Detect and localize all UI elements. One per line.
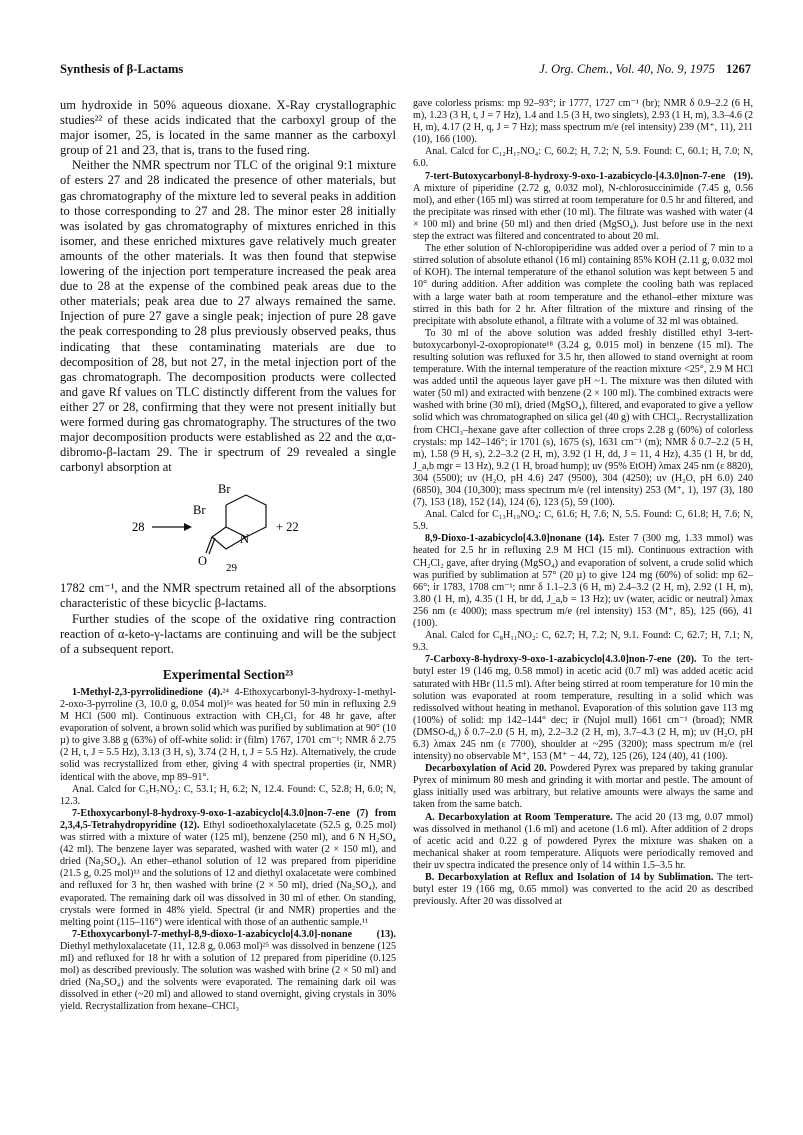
page-number: 1267 xyxy=(726,62,751,76)
compound-title: 8,9-Dioxo-1-azabicyclo[4.3.0]nonane (14). xyxy=(425,533,605,545)
paragraph: gave colorless prisms: mp 92–93°; ir 1777, 1727 cm⁻¹ (br); NMR δ 0.9–2.2 (6 H, m), 1.23 (3 H, t, J = 7 Hz), 1.4 and 1.5 (3 H, two singlets), 2.93 (1 H, m), 3.3–4.6 (2 H, m), 4.17 (2 H, q, J = 7 Hz); mass spectrum m/e (rel intensity) 239 (M⁺, 11), 211 (10), 166 (100). xyxy=(413,98,753,146)
scheme-drawing xyxy=(60,477,396,577)
compound-title: B. Decarboxylation at Reflux and Isolation of 14 by Sublimation. xyxy=(425,872,714,883)
reaction-scheme xyxy=(60,477,396,577)
journal-name: J. Org. Chem., Vol. 40, No. 9, 1975 xyxy=(539,62,715,76)
compound-title: A. Decarboxylation at Room Temperature. xyxy=(425,811,613,823)
section-heading: Experimental Section²³ xyxy=(162,666,294,682)
compound-title: 7-Ethoxycarbonyl-8-hydroxy-9-oxo-1-azabicyclo[4.3.0]non-7-ene (7) from 2,3,4,5-Tetrahydropyridine (12). xyxy=(60,807,396,831)
analysis: Anal. Calcd for C₈H₁₁NO₂: C, 62.7; H, 7.2; N, 9.1. Found: C, 62.7; H, 7.1; N, 9.3. xyxy=(413,630,753,654)
experimental-paragraph: 7-Ethoxycarbonyl-8-hydroxy-9-oxo-1-azabicyclo[4.3.0]non-7-ene (7) from 2,3,4,5-Tetrahydropyridine (12). Ethyl sodioethoxalylacetate (52.5 g, 0.25 mol) was stirred with a mixture of water (125 ml), benzene (250 ml), and 6 N H₂SO₄ (42 ml). The benzene layer was separated, washed with water (2 × 150 ml), and dried (Na₂SO₄). An ether–ethanol solution of 12 was prepared from piperidine (21.5 g, 0.25 mol)¹³ and the solutions of 12 and diethyl oxalacetate were combined and refluxed for 3 hr, then washed with brine (2 × 50 ml), dried (Na₂SO₄), and evaporated. The remaining dark oil was dissolved in 30 ml of ether. On standing, crystals were formed in 48% yield. Spectral (ir and NMR) properties and the melting point (115–116°) were identical with those of an authentic sample.¹¹ xyxy=(60,807,396,928)
analysis: Anal. Calcd for C₅H₇NO₂: C, 53.1; H, 6.2; N, 12.4. Found: C, 52.8; H, 6.0; N, 12.3. xyxy=(60,783,396,807)
experimental-paragraph: A. Decarboxylation at Room Temperature. The acid 20 (13 mg, 0.07 mmol) was dissolved in methanol (1.6 ml) and acetone (1.6 ml). After addition of 2 drops of acetic acid and 0.22 g of powdered Pyrex the mixture was shaken on a mechanical shaker at room temperature. Aliquots were periodically removed and their uv spectra indicated the presence only of 14 within 1.5–3.5 hr. xyxy=(413,811,753,871)
analysis: Anal. Calcd for C₁₃H₁₉NO₄: C, 61.6; H, 7.6; N, 5.5. Found: C, 61.8; H, 7.6; N, 5.9. xyxy=(413,509,753,533)
experimental-paragraph: 8,9-Dioxo-1-azabicyclo[4.3.0]nonane (14). Ester 7 (300 mg, 1.33 mmol) was heated for 2.5 hr in refluxing 2.9 M HCl (15 ml). Continuous extraction with CH₂Cl₂ gave, after drying (MgSO₄) and evaporation of solvent, a crude solid which was purified by sublimation at 57° (20 µ) to give 124 mg (60%) of solid: mp 62–66°; ir 1783, 1708 cm⁻¹; nmr δ 1.1–2.3 (6 H, m) 2.4–3.2 (2 H, m), 2.92 (1 H, m), 3.80 (1 H, m), 4.35 (1 H, br dd, J_a,b = 13 Hz); uv (water, acidic or neutral) λmax 256 nm (ε 4000); mass spectrum m/e (rel intensity) 153 (M⁺, 85), 125 (66), 41 (100). xyxy=(413,533,753,630)
compound-title: 7-tert-Butoxycarbonyl-8-hydroxy-9-oxo-1-azabicyclo-[4.3.0]non-7-ene (19). xyxy=(425,170,753,182)
paragraph: 1782 cm⁻¹, and the NMR spectrum retained all of the absorptions characteristic of these bicyclic β-lactams. xyxy=(60,581,396,611)
compound-title: 7-Carboxy-8-hydroxy-9-oxo-1-azabicyclo[4.3.0]non-7-ene (20). xyxy=(425,654,697,666)
experimental-paragraph: 7-tert-Butoxycarbonyl-8-hydroxy-9-oxo-1-azabicyclo-[4.3.0]non-7-ene (19). A mixture of piperidine (2.72 g, 0.032 mol), N-chlorosuccinimide (7.45 g, 0.56 mol), and ether (165 ml) was stirred at room temperature for 0.5 hr and filtered, and the precipitate was rinsed with ether (10 ml). The filtrate was washed with water (4 × 100 ml) and brine (50 ml) and then dried (MgSO₄). Just before use in the next step the extract was filtered and concentrated to about 20 ml. xyxy=(413,170,753,243)
nitrogen-atom: N xyxy=(240,532,250,547)
bromine-top: Br xyxy=(218,482,231,497)
bromine-left: Br xyxy=(193,503,206,518)
experimental-paragraph: 7-Carboxy-8-hydroxy-9-oxo-1-azabicyclo[4.3.0]non-7-ene (20). To the tert-butyl ester 19 (146 mg, 0.58 mmol) in acetic acid (0.7 ml) was added acetic acid saturated with HBr (11.5 ml). After being stirred at room temperature for 10 min the solution was evaporated at room temperature, resulting in a solid which was redissolved without heating in methanol. Evaporation of this solution gave 113 mg (100%) of solid: mp 142–144° dec; ir (Nujol mull) 1661 cm⁻¹ (broad); NMR (DMSO-d₆) δ 0.7–2.0 (5 H, m), 2.2–3.2 (2 H, m), 3.7–4.3 (2 H, m); uv (H₂O, pH 6.3) λmax 245 nm (ε 7700), shoulder at ~295 (3200); mass spectrum m/e (rel intensity) no observable M⁺, 153 (M⁺ − 44, 72), 125 (26), 124 (40), 41 (100). xyxy=(413,654,753,763)
analysis: Anal. Calcd for C₁₂H₁₇NO₄: C, 60.2; H, 7.2; N, 5.9. Found: C, 60.1; H, 7.0; N, 6.0. xyxy=(413,146,753,170)
paragraph: The ether solution of N-chloropiperidine was added over a period of 7 min to a stirred solution of absolute ethanol (16 ml) containing 85% KOH (2.11 g, 0.032 mol of KOH). The internal temperature of the ethanol solution was kept between 5 and 10° during addition. After addition was complete the cooling bath was replaced with a large water bath at room temperature and the ethanol–ether mixture was stirred in this bath for 2 hr. After filtration of the mixture and rinsing of the precipitate with absolute ethanol, a filtrate with a volume of 32 ml was obtained. xyxy=(413,243,753,327)
reaction-arrow xyxy=(152,523,192,531)
experimental-text xyxy=(60,687,396,1014)
journal-citation xyxy=(539,62,751,77)
experimental-paragraph: Decarboxylation of Acid 20. Powdered Pyrex was prepared by taking granular Pyrex of minimum 80 mesh and grinding it with mortar and pestle. The amount of glass initially used was arbitrary, but relative amounts were always the same and taken from the same batch. xyxy=(413,763,753,811)
paragraph: To 30 ml of the above solution was added freshly distilled ethyl 3-tert-butoxycarbonyl-2-oxopropionate¹⁸ (3.24 g, 0.015 mol) in benzene (15 ml). The resulting solution was refluxed for 3.5 hr, then allowed to stand overnight at room temperature. With the internal temperature of the reaction mixture <25°, 2.9 M HCl was added until the aqueous layer gave pH ~1. The mixture was then diluted with water (50 ml) and extracted with benzene (2 × 100 ml). The combined extracts were washed with brine (30 ml), dried (MgSO₄), filtered, and evaporated to give a yellow solid which was chromatographed on silica gel (40 g) with CHCl₃. Recrystallization from CHCl₃–hexane gave after collection of three crops 2.28 g (60%) of colorless crystals: mp 142–146°; ir 1701 (s), 1675 (s), 1631 cm⁻¹ (m); NMR δ 0.7–2.2 (5 H, m), 1.58 (9 H, s), 2.2–3.2 (2 H, m), 3.92 (1 H, dd, J = 11, 4 Hz), 4.35 (1 H, br dd, J_a,b mgr = 13 Hz), 9.2 (1 H, broad hump); uv (95% EtOH) λmax 245 nm (ε 8820), 304 (5500); uv (H₂O, pH 4.6) 247 (9500), 304 (4250); uv (H₂O, pH 6.0) 240 (6850), 304 (10,300); mass spectrum m/e (rel intensity) 253 (M⁺, 1), 197 (3), 180 (7), 153 (18), 152 (14), 124 (6), 123 (5), 59 (100). xyxy=(413,327,753,509)
experimental-paragraph: 7-Ethoxycarbonyl-7-methyl-8,9-dioxo-1-azabicyclo[4.3.0]-nonane (13). Diethyl methyloxalacetate (11, 12.8 g, 0.063 mol)²⁵ was dissolved in benzene (125 ml) and refluxed for 18 hr with a solution of 12 prepared from piperidine (0.125 mol) as described previously. The solution was washed with brine (2 × 50 ml) and dried (Na₂SO₄) and the solvents were evaporated. The remaining dark oil was dissolved in ether (~20 ml) and allowed to stand overnight, giving crystals in 30% yield. Recrystallization from hexane–CHCl₃ xyxy=(60,928,396,1013)
compound-title: Decarboxylation of Acid 20. xyxy=(425,763,547,775)
reactant-label: 28 xyxy=(132,520,145,535)
right-column xyxy=(413,98,753,908)
experimental-paragraph: B. Decarboxylation at Reflux and Isolation of 14 by Sublimation. The tert-butyl ester 19 (166 mg, 0.65 mmol) was converted to the acid 20 as described previously. After 20 was dissolved at xyxy=(413,872,754,908)
paragraph: Neither the NMR spectrum nor TLC of the original 9:1 mixture of esters 27 and 28 indicated the presence of other materials, but gas chromatography of the mixture led to several peaks in addition to those corresponding to 27 and 28. The minor ester 28 initially was isolated by gas chromatography of mixtures enriched in this isomer, and these enriched mixtures gave relatively much greater amounts of the other materials. It was then found that stepwise lowering of the injection port temperature increased the peak area due to 28 at the expense of the combined peak areas due to the other materials; peak area due to 27 always remained the same. Injection of pure 27 gave a single peak; injection of pure 28 gave the peak corresponding to 28 plus previously observed peaks, thus indicating that these contaminating materials are due to decomposition of 28, but not 27, in the metal injection port of the gas chromatograph. The decomposition products were collected and gave Rf values on TLC distinctly different from the values for either 27 or 28, confirming that they were not present initially but were formed during gas chromatography. The structures of the two major decomposition products were established as 22 and the α,α-dibromo-β-lactam 29. The ir spectrum of 29 revealed a single carbonyl absorption at xyxy=(60,158,396,475)
paragraph: Further studies of the scope of the oxidative ring contraction reaction of α-keto-γ-lactams are continuing and will be the subject of a subsequent report. xyxy=(60,611,396,656)
experimental-paragraph: 1-Methyl-2,3-pyrrolidinedione (4).²⁴ 4-Ethoxycarbonyl-3-hydroxy-1-methyl-2-oxo-3-pyrroline (3, 10.0 g, 0.054 mol)⁵ᵃ was heated for 50 min in refluxing 2.9 M HCl (500 ml). Continuous extraction with CH₂Cl₂ for 48 hr gave, after evaporation of solvent, a brown solid which was purified by sublimation at 90° (10 µ) to give 3.88 g (63%) of off-white solid: ir (film) 1767, 1701 cm⁻¹; NMR δ 2.75 (2 H, t, J = 5.5 Hz), 3.13 (3 H, s), 3.74 (2 H, t, J = 5.5 Hz). Alternatively, the crude solid was recrystallized from ether, giving 4 with spectral properties (ir, NMR) identical with the above, mp 89–91°. xyxy=(60,686,396,783)
coproduct-label: + 22 xyxy=(276,520,299,535)
compound-number: 29 xyxy=(226,562,237,575)
oxygen-atom: O xyxy=(198,554,208,569)
compound-title: 7-Ethoxycarbonyl-7-methyl-8,9-dioxo-1-azabicyclo[4.3.0]-nonane (13). xyxy=(72,928,396,940)
compound-title: 1-Methyl-2,3-pyrrolidinedione (4). xyxy=(72,686,223,698)
paragraph: um hydroxide in 50% aqueous dioxane. X-Ray crystallographic studies²² of these acids indicated that the carboxyl group of the major isomer, 25, is located in the same manner as the carboxyl group of 21 and 23, that is, trans to the fused ring. xyxy=(60,98,396,158)
running-title: Synthesis of β-Lactams xyxy=(60,62,184,76)
running-header xyxy=(52,60,751,84)
left-column xyxy=(60,98,396,1013)
beta-lactam-structure xyxy=(206,495,266,554)
